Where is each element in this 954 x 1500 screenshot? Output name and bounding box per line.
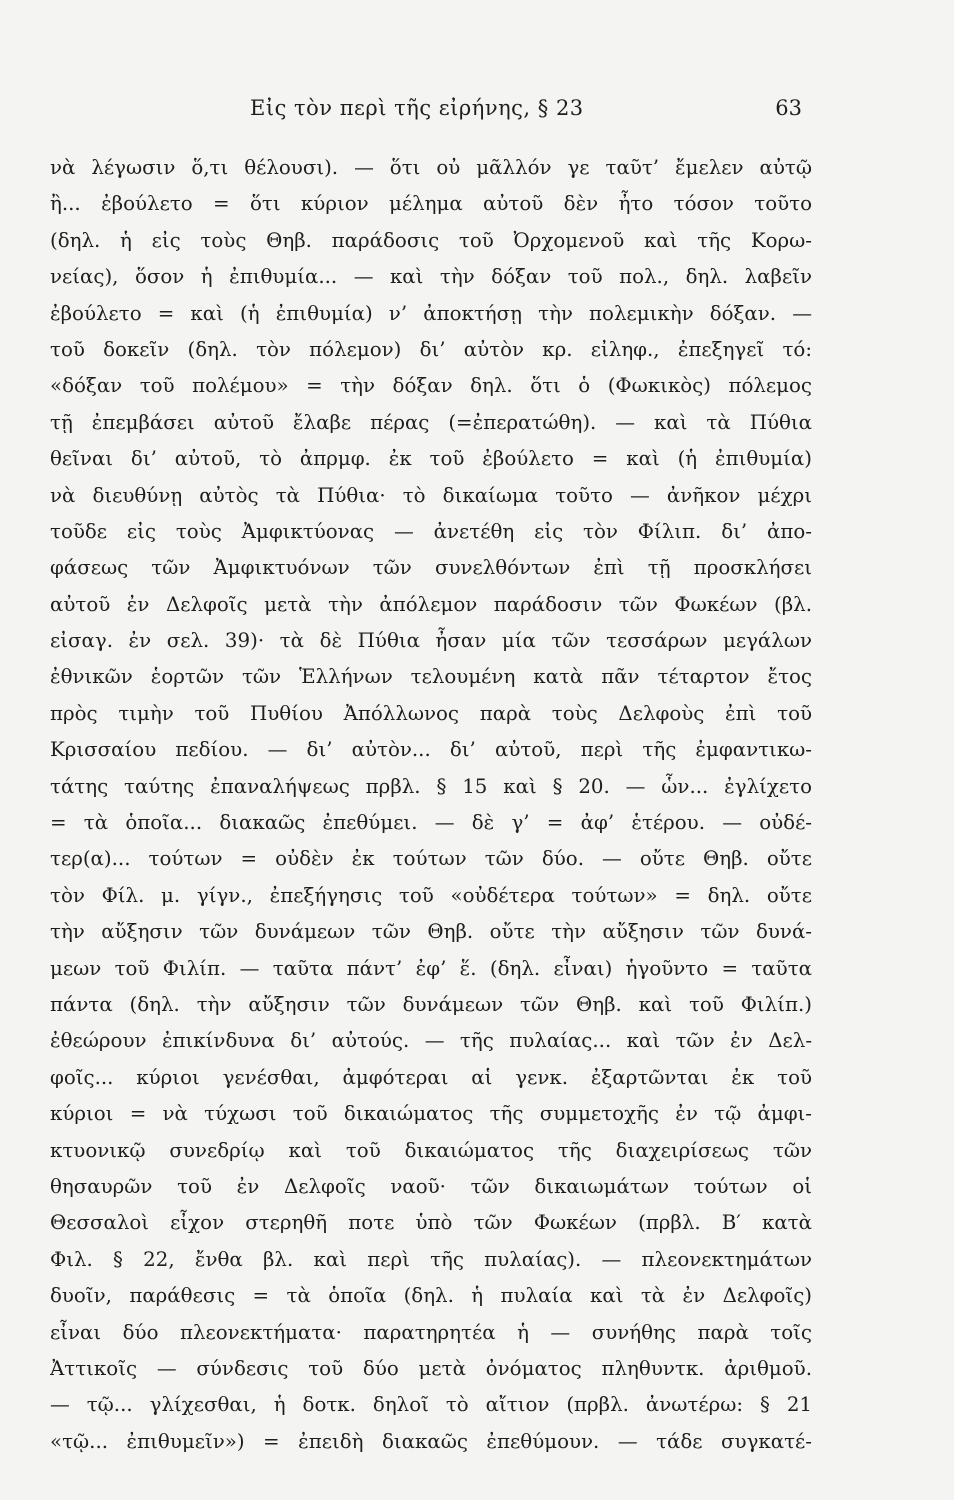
text-line: πάντα (δηλ. τὴν αὔξησιν τῶν δυνάμεων τῶν Θηβ. καὶ τοῦ Φιλίπ.) — [50, 992, 812, 1016]
page-header — [50, 96, 802, 136]
text-line: τοῦ δοκεῖν (δηλ. τὸν πόλεμον) δι’ αὐτὸν κρ. εἰληφ., ἐπεξηγεῖ τό: — [50, 337, 812, 361]
text-line: εἶναι δύο πλεονεκτήματα· παρατηρητέα ἡ — συνήθης παρὰ τοῖς — [50, 1320, 812, 1344]
running-head: Εἰς τὸν περὶ τῆς εἰρήνης, § 23 — [250, 96, 584, 120]
text-line: Ἀττικοῖς — σύνδεσις τοῦ δύο μετὰ ὀνόματος πληθυντκ. ἀριθμοῦ. — [50, 1356, 812, 1380]
page-number: 63 — [775, 96, 802, 120]
text-line: θησαυρῶν τοῦ ἐν Δελφοῖς ναοῦ· τῶν δικαιωμάτων τούτων οἱ — [50, 1174, 812, 1198]
text-line: θεῖναι δι’ αὐτοῦ, τὸ ἀπρμφ. ἐκ τοῦ ἐβούλετο = καὶ (ἡ ἐπιθυμία) — [50, 447, 812, 471]
text-line: Κρισσαίου πεδίου. — δι’ αὐτὸν... δι’ αὐτοῦ, περὶ τῆς ἐμφαντικω- — [50, 738, 812, 762]
text-line: — τῷ... γλίχεσθαι, ἡ δοτκ. δηλοῖ τὸ αἴτιον (πρβλ. ἀνωτέρω: § 21 — [50, 1393, 812, 1417]
text-line: αὐτοῦ ἐν Δελφοῖς μετὰ τὴν ἀπόλεμον παράδοσιν τῶν Φωκέων (βλ. — [50, 592, 812, 616]
text-line: τάτης ταύτης ἐπαναλήψεως πρβλ. § 15 καὶ § 20. — ὧν... ἐγλίχετο — [50, 774, 812, 798]
text-line: (δηλ. ἡ εἰς τοὺς Θηβ. παράδοσις τοῦ Ὀρχομενοῦ καὶ τῆς Κορω- — [50, 228, 812, 252]
text-line: Φιλ. § 22, ἔνθα βλ. καὶ περὶ τῆς πυλαίας). — πλεονεκτημάτων — [50, 1247, 812, 1271]
text-line: ἐθεώρουν ἐπικίνδυνα δι’ αὐτούς. — τῆς πυλαίας... καὶ τῶν ἐν Δελ- — [50, 1029, 812, 1053]
body-text — [50, 150, 812, 1460]
text-line: πρὸς τιμὴν τοῦ Πυθίου Ἀπόλλωνος παρὰ τοὺς Δελφοὺς ἐπὶ τοῦ — [50, 701, 812, 725]
text-line: ἐβούλετο = καὶ (ἡ ἐπιθυμία) ν’ ἀποκτήσῃ τὴν πολεμικὴν δόξαν. — — [50, 301, 812, 325]
text-line: ἢ... ἐβούλετο = ὅτι κύριον μέλημα αὐτοῦ δὲν ἦτο τόσον τοῦτο — [50, 192, 812, 216]
text-line: τὴν αὔξησιν τῶν δυνάμεων τῶν Θηβ. οὔτε τὴν αὔξησιν τῶν δυνά- — [50, 920, 812, 944]
text-line: ἐθνικῶν ἑορτῶν τῶν Ἑλλήνων τελουμένη κατὰ πᾶν τέταρτον ἔτος — [50, 665, 812, 689]
text-line: τερ(α)... τούτων = οὐδὲν ἐκ τούτων τῶν δύο. — οὔτε Θηβ. οὔτε — [50, 847, 812, 871]
text-line: νὰ διευθύνῃ αὐτὸς τὰ Πύθια· τὸ δικαίωμα τοῦτο — ἀνῆκον μέχρι — [50, 483, 812, 507]
text-line: κτυονικῷ συνεδρίῳ καὶ τοῦ δικαιώματος τῆς διαχειρίσεως τῶν — [50, 1138, 812, 1162]
text-line: φοῖς... κύριοι γενέσθαι, ἀμφότεραι αἱ γενκ. ἐξαρτῶνται ἐκ τοῦ — [50, 1065, 812, 1089]
text-line: τὸν Φίλ. μ. γίγν., ἐπεξήγησις τοῦ «οὐδέτερα τούτων» = δηλ. οὔτε — [50, 883, 812, 907]
text-line: μεων τοῦ Φιλίπ. — ταῦτα πάντ’ ἐφ’ ἕ. (δηλ. εἶναι) ἡγοῦντο = ταῦτα — [50, 956, 812, 980]
text-line: τῇ ἐπεμβάσει αὐτοῦ ἔλαβε πέρας (=ἐπερατώθη). — καὶ τὰ Πύθια — [50, 410, 812, 434]
text-line: «δόξαν τοῦ πολέμου» = τὴν δόξαν δηλ. ὅτι ὁ (Φωκικὸς) πόλεμος — [50, 374, 812, 398]
text-line: εἰσαγ. ἐν σελ. 39)· τὰ δὲ Πύθια ἦσαν μία τῶν τεσσάρων μεγάλων — [50, 629, 812, 653]
text-line: κύριοι = νὰ τύχωσι τοῦ δικαιώματος τῆς συμμετοχῆς ἐν τῷ ἀμφι- — [50, 1102, 812, 1126]
text-line: τοῦδε εἰς τοὺς Ἀμφικτύονας — ἀνετέθη εἰς τὸν Φίλιπ. δι’ ἀπο- — [50, 519, 812, 543]
text-line: «τῷ... ἐπιθυμεῖν») = ἐπειδὴ διακαῶς ἐπεθύμουν. — τάδε συγκατέ- — [50, 1429, 812, 1453]
text-line: νὰ λέγωσιν ὅ,τι θέλουσι). — ὅτι οὐ μᾶλλόν γε ταῦτ’ ἔμελεν αὐτῷ — [50, 156, 812, 179]
text-line: νείας), ὅσον ἡ ἐπιθυμία... — καὶ τὴν δόξαν τοῦ πολ., δηλ. λαβεῖν — [50, 265, 812, 289]
text-line: = τὰ ὁποῖα... διακαῶς ἐπεθύμει. — δὲ γ’ = ἀφ’ ἑτέρου. — οὐδέ- — [50, 811, 812, 835]
text-line: Θεσσαλοὶ εἶχον στερηθῆ ποτε ὑπὸ τῶν Φωκέων (πρβλ. Β′ κατὰ — [50, 1211, 812, 1235]
text-line: φάσεως τῶν Ἀμφικτυόνων τῶν συνελθόντων ἐπὶ τῇ προσκλήσει — [50, 556, 812, 580]
text-line: δυοῖν, παράθεσις = τὰ ὁποῖα (δηλ. ἡ πυλαία καὶ τὰ ἐν Δελφοῖς) — [50, 1284, 812, 1308]
